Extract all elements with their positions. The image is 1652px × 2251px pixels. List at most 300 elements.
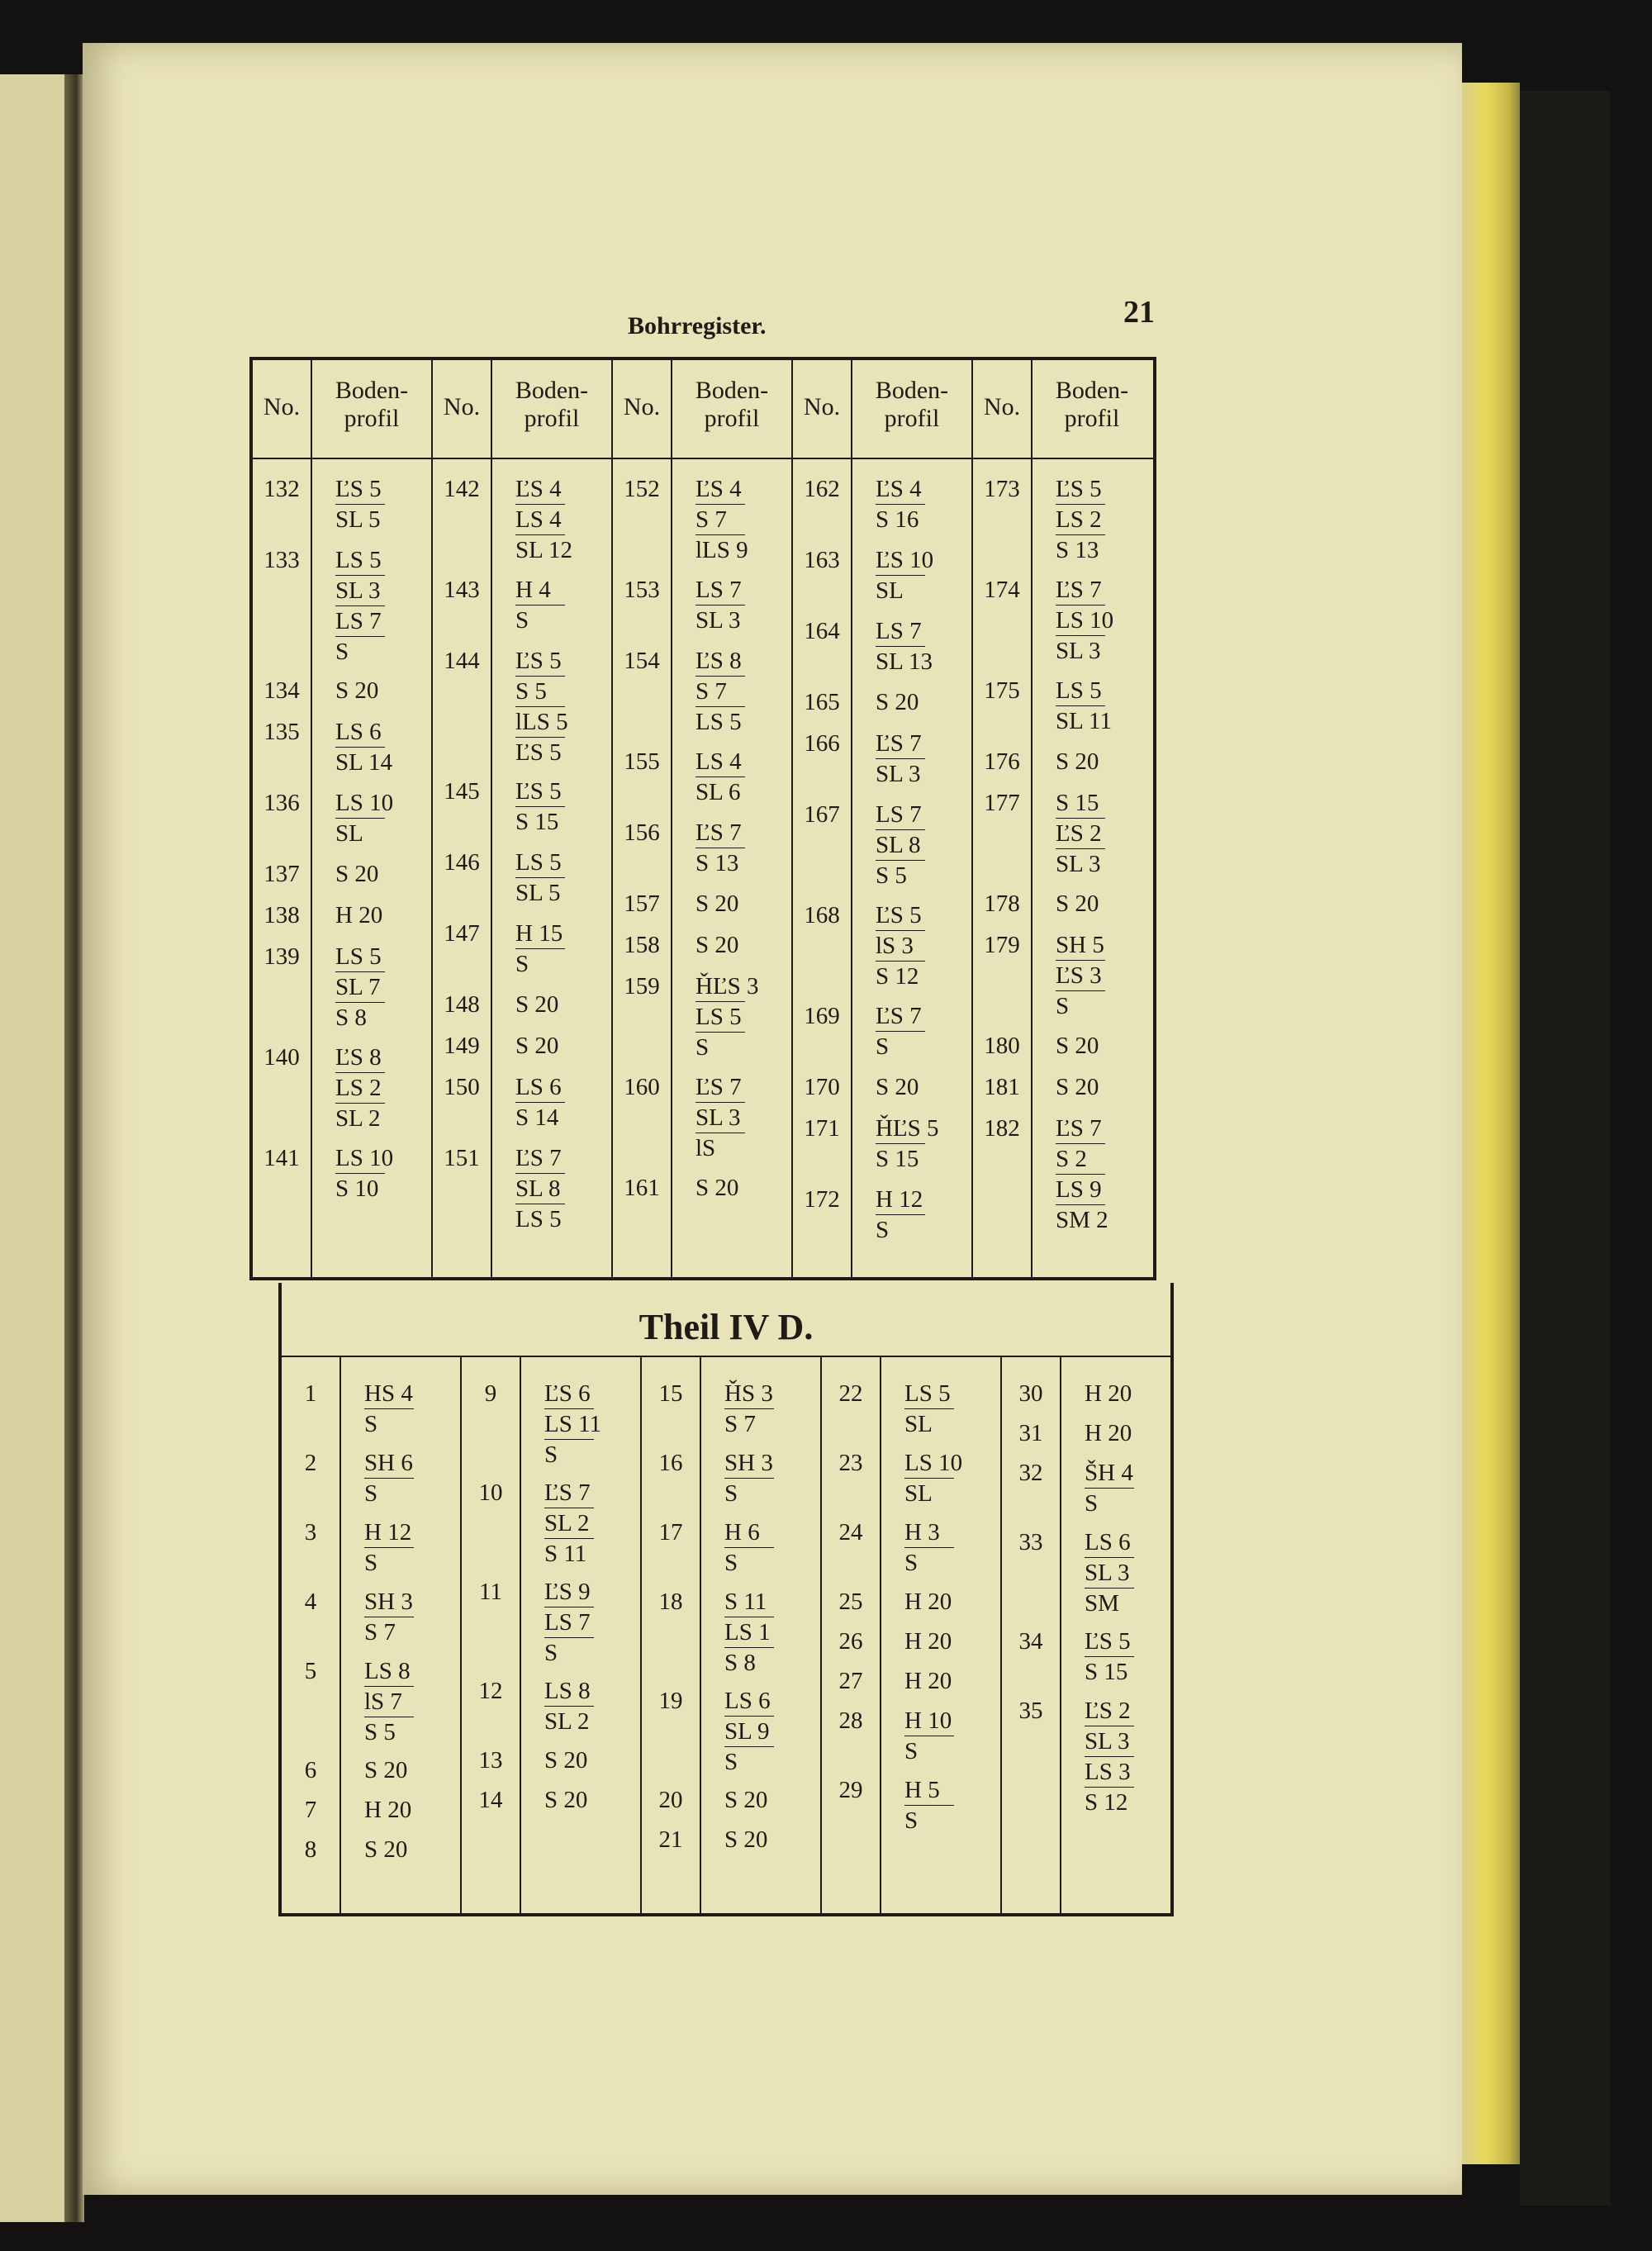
profile-layer: LS 5 [515, 1204, 565, 1234]
profile-layer: S [364, 1478, 414, 1508]
profile-layer: ȞĽS 3 [695, 973, 759, 1000]
number-divider [851, 360, 852, 1277]
profile-layer: SL 5 [515, 877, 565, 908]
profile-layer: S 20 [876, 1074, 919, 1100]
profile-layer: SL 3 [1056, 635, 1105, 666]
borehole-number: 28 [838, 1707, 863, 1734]
profile-layer: ĽS 2 [1056, 818, 1105, 848]
borehole-number: 3 [304, 1519, 317, 1546]
profile-layer: S 12 [876, 961, 925, 991]
borehole-number: 162 [804, 476, 840, 502]
soil-profile [1056, 788, 1171, 879]
borehole-number: 138 [263, 902, 300, 928]
number-divider [671, 360, 672, 1277]
profile-layer: SH 5 [1056, 932, 1104, 958]
borehole-number: 134 [263, 677, 300, 704]
borehole-number: 2 [304, 1450, 317, 1476]
profile-layer: SL 14 [335, 747, 385, 777]
soil-profile [1056, 1114, 1171, 1235]
soil-profile [876, 616, 991, 677]
soil-profile [1056, 1031, 1171, 1061]
borehole-number: 133 [263, 547, 300, 573]
borehole-number: 6 [304, 1757, 317, 1783]
borehole-number: 137 [263, 861, 300, 887]
borehole-number: 146 [444, 849, 480, 876]
profile-layer: ĽS 3 [1056, 960, 1105, 990]
borehole-number: 10 [478, 1479, 503, 1506]
borehole-number: 147 [444, 920, 480, 947]
profile-layer: H 12 [364, 1519, 412, 1546]
profile-layer: SL 2 [544, 1706, 594, 1736]
borehole-number: 182 [984, 1115, 1020, 1142]
borehole-number: 153 [624, 577, 660, 603]
profile-layer: S [364, 1547, 414, 1578]
profile-layer: SL 7 [335, 971, 385, 1002]
profile-layer: SL 8 [876, 829, 925, 860]
soil-profile [364, 1835, 480, 1864]
profile-layer: ĽS 2 [1085, 1698, 1131, 1724]
number-divider [491, 360, 492, 1277]
profile-layer: H 5 [904, 1777, 940, 1803]
borehole-number: 33 [1018, 1529, 1043, 1555]
borehole-number: 7 [304, 1797, 317, 1823]
profile-layer: S 20 [544, 1787, 588, 1813]
borehole-number: 21 [658, 1826, 683, 1853]
number-divider [700, 1357, 701, 1913]
soil-profile [876, 1185, 991, 1245]
borehole-number: 35 [1018, 1698, 1043, 1724]
profile-layer: S 20 [1056, 1033, 1099, 1059]
profile-layer: SL 3 [695, 605, 745, 635]
soil-profile [904, 1666, 1020, 1696]
profile-layer: SL 3 [1085, 1557, 1134, 1588]
borehole-number: 151 [444, 1145, 480, 1171]
soil-profile [1085, 1696, 1200, 1817]
borehole-number: 26 [838, 1628, 863, 1655]
profile-layer: ĽS 7 [1056, 577, 1102, 603]
profile-layer: H 20 [904, 1668, 952, 1694]
profile-layer: ĽS 6 [544, 1380, 591, 1407]
profile-layer: S [515, 605, 565, 635]
borehole-number: 11 [479, 1579, 502, 1605]
profile-layer: LS 7 [695, 577, 742, 603]
borehole-number: 5 [304, 1658, 317, 1684]
borehole-number: 25 [838, 1589, 863, 1615]
profile-layer: S 20 [724, 1826, 768, 1853]
soil-profile [1085, 1379, 1200, 1408]
profile-layer: SM [1085, 1588, 1134, 1618]
soil-profile [544, 1745, 660, 1775]
borehole-number: 154 [624, 648, 660, 674]
profile-layer: S 20 [1056, 890, 1099, 917]
borehole-number: 176 [984, 748, 1020, 775]
profile-layer: LS 8 [544, 1678, 591, 1704]
borehole-number: 12 [478, 1678, 503, 1704]
profile-layer: SL [904, 1478, 954, 1508]
borehole-number: 172 [804, 1186, 840, 1213]
profile-layer: S 15 [1085, 1656, 1134, 1687]
borehole-number: 177 [984, 790, 1020, 816]
borehole-number: 143 [444, 577, 480, 603]
profile-layer: S [724, 1746, 774, 1777]
profile-layer: S 11 [544, 1538, 594, 1569]
profile-layer: ĽS 5 [515, 648, 562, 674]
profile-layer: LS 5 [695, 706, 745, 737]
profile-layer: S 20 [515, 991, 559, 1018]
profile-layer: ĽS 8 [335, 1044, 382, 1071]
soil-profile [1056, 575, 1171, 666]
profile-layer: LS 5 [904, 1380, 951, 1407]
profile-layer: SL 3 [1056, 848, 1105, 879]
profile-layer: H 20 [904, 1628, 952, 1655]
borehole-number: 1 [304, 1380, 317, 1407]
borehole-number: 173 [984, 476, 1020, 502]
borehole-number: 9 [484, 1380, 497, 1407]
profile-layer: ĽS 5 [515, 737, 565, 767]
soil-profile [1056, 889, 1171, 919]
profile-layer: LS 10 [1056, 605, 1105, 635]
borehole-number: 13 [478, 1747, 503, 1774]
profile-layer: ĽS 7 [695, 819, 742, 846]
borehole-number: 17 [658, 1519, 683, 1546]
profile-layer: S 20 [515, 1033, 559, 1059]
profile-layer: S 20 [335, 861, 379, 887]
book-cover [1520, 91, 1611, 2206]
profile-layer: SL [335, 818, 385, 848]
borehole-number: 32 [1018, 1460, 1043, 1486]
borehole-number: 27 [838, 1668, 863, 1694]
borehole-number: 19 [658, 1688, 683, 1714]
borehole-number: 22 [838, 1380, 863, 1407]
soil-profile [724, 1825, 840, 1854]
profile-layer: S [904, 1805, 954, 1835]
borehole-number: 149 [444, 1033, 480, 1059]
profile-layer: LS 5 [695, 1001, 745, 1032]
profile-layer: ĽS 5 [1056, 476, 1102, 502]
profile-layer: S 7 [724, 1408, 774, 1439]
profile-layer: ĽS 5 [335, 476, 382, 502]
header-no: No. [803, 393, 841, 420]
profile-layer: SL [876, 575, 925, 605]
soil-profile [335, 676, 451, 705]
running-head: Bohrregister. [628, 312, 767, 340]
profile-layer: S 7 [695, 676, 745, 706]
profile-layer: S [724, 1478, 774, 1508]
profile-layer: S 15 [876, 1143, 925, 1174]
profile-layer: S [724, 1547, 774, 1578]
borehole-number: 141 [263, 1145, 300, 1171]
profile-layer: SL 3 [335, 575, 385, 605]
borehole-number: 166 [804, 730, 840, 757]
profile-layer: HS 4 [364, 1380, 413, 1407]
profile-layer: S 2 [1056, 1143, 1105, 1174]
profile-layer: SH 3 [724, 1450, 773, 1476]
profile-layer: S 12 [1085, 1787, 1134, 1817]
borehole-number: 139 [263, 943, 300, 970]
soil-profile [904, 1587, 1020, 1617]
profile-layer: LS 5 [515, 849, 562, 876]
profile-layer: LS 7 [876, 618, 922, 644]
borehole-number: 34 [1018, 1628, 1043, 1655]
borehole-number: 160 [624, 1074, 660, 1100]
profile-layer: LS 6 [515, 1074, 562, 1100]
borehole-number: 8 [304, 1836, 317, 1863]
profile-layer: ĽS 4 [695, 476, 742, 502]
profile-layer: SL 6 [695, 776, 745, 807]
profile-layer: LS 6 [724, 1688, 771, 1714]
profile-layer: ĽS 7 [1056, 1115, 1102, 1142]
header-bodenprofil: Boden- profil [515, 377, 589, 432]
borehole-number: 142 [444, 476, 480, 502]
profile-layer: LS 6 [1085, 1529, 1131, 1555]
profile-layer: SL 5 [335, 504, 385, 534]
profile-layer: S 20 [544, 1747, 588, 1774]
profile-layer: ȞĽS 5 [876, 1115, 939, 1142]
profile-layer: SL 8 [515, 1173, 565, 1204]
profile-layer: ĽS 7 [515, 1145, 562, 1171]
profile-layer: S 20 [695, 932, 739, 958]
borehole-number: 135 [263, 719, 300, 745]
number-divider [311, 360, 312, 1277]
profile-layer: LS 4 [515, 504, 565, 534]
borehole-number: 16 [658, 1450, 683, 1476]
profile-layer: H 12 [876, 1186, 923, 1213]
borehole-number: 180 [984, 1033, 1020, 1059]
profile-layer: S 20 [364, 1757, 408, 1783]
borehole-number: 156 [624, 819, 660, 846]
profile-layer: S 5 [364, 1717, 414, 1747]
profile-layer: LS 7 [335, 605, 385, 636]
borehole-number: 165 [804, 689, 840, 715]
profile-layer: S [544, 1439, 594, 1470]
profile-layer: LS 10 [335, 1145, 394, 1171]
profile-layer: SL 12 [515, 534, 565, 565]
part-title: Theil IV D. [638, 1307, 814, 1347]
profile-layer: ĽS 8 [695, 648, 742, 674]
profile-layer: S 20 [695, 890, 739, 917]
profile-layer: H 6 [724, 1519, 760, 1546]
borehole-number: 167 [804, 801, 840, 828]
soil-profile [1085, 1458, 1200, 1518]
borehole-number: 169 [804, 1003, 840, 1029]
header-no: No. [263, 393, 301, 420]
profile-layer: LS 5 [335, 943, 382, 970]
profile-layer: LS 7 [544, 1607, 594, 1637]
header-no: No. [443, 393, 481, 420]
profile-layer: ȞS 3 [724, 1380, 773, 1407]
profile-layer: S [364, 1408, 414, 1439]
profile-layer: ĽS 10 [876, 547, 934, 573]
soil-profile [1056, 676, 1171, 736]
borehole-number: 31 [1018, 1420, 1043, 1446]
borehole-number: 144 [444, 648, 480, 674]
profile-layer: S 14 [515, 1102, 565, 1133]
soil-profile [1056, 474, 1171, 565]
profile-layer: lLS 5 [515, 706, 565, 737]
profile-layer: S [695, 1032, 745, 1062]
profile-layer: S 10 [335, 1173, 385, 1204]
soil-profile [1056, 747, 1171, 776]
profile-layer: S 20 [364, 1836, 408, 1863]
profile-layer: SH 6 [364, 1450, 413, 1476]
profile-layer: ĽS 7 [876, 1003, 922, 1029]
left-page-edge [0, 74, 73, 2222]
number-divider [1031, 360, 1032, 1277]
soil-profile [1085, 1418, 1200, 1448]
profile-layer: S 7 [695, 504, 745, 534]
profile-layer: S 13 [1056, 534, 1105, 565]
profile-layer: ĽS 5 [515, 778, 562, 805]
soil-profile [1056, 930, 1171, 1021]
borehole-number: 18 [658, 1589, 683, 1615]
profile-layer: S 11 [724, 1589, 767, 1615]
number-divider [1060, 1357, 1061, 1913]
borehole-number: 132 [263, 476, 300, 502]
profile-layer: SM 2 [1056, 1204, 1105, 1235]
profile-layer: LS 5 [335, 547, 382, 573]
borehole-number: 170 [804, 1074, 840, 1100]
profile-layer: LS 3 [1085, 1756, 1134, 1787]
header-no: No. [623, 393, 661, 420]
profile-layer: SL [904, 1408, 954, 1439]
profile-layer: S [515, 948, 565, 979]
borehole-number: 164 [804, 618, 840, 644]
borehole-number: 161 [624, 1175, 660, 1201]
borehole-number: 14 [478, 1787, 503, 1813]
profile-layer: ŠH 4 [1085, 1460, 1133, 1486]
profile-layer: S 15 [515, 806, 565, 837]
profile-layer: LS 5 [1056, 677, 1102, 704]
profile-layer: S [544, 1637, 594, 1668]
profile-layer: S 16 [876, 504, 925, 534]
header-bodenprofil: Boden- profil [875, 377, 949, 432]
borehole-number: 152 [624, 476, 660, 502]
borehole-number: 181 [984, 1074, 1020, 1100]
borehole-register-table [249, 357, 1156, 1280]
profile-layer: LS 8 [364, 1658, 411, 1684]
profile-layer: H 20 [1085, 1420, 1132, 1446]
borehole-number: 15 [658, 1380, 683, 1407]
soil-profile [1085, 1627, 1200, 1687]
number-divider [339, 1357, 341, 1913]
profile-layer: ĽS 7 [544, 1479, 591, 1506]
borehole-number: 23 [838, 1450, 863, 1476]
borehole-number: 163 [804, 547, 840, 573]
part-iv-d-table [278, 1283, 1174, 1916]
profile-layer: S 20 [335, 677, 379, 704]
profile-layer: S 13 [695, 848, 745, 878]
profile-layer: LS 10 [335, 790, 394, 816]
borehole-number: 30 [1018, 1380, 1043, 1407]
profile-layer: ĽS 5 [1085, 1628, 1131, 1655]
profile-layer: S [876, 1031, 925, 1061]
profile-layer: S [876, 1214, 925, 1245]
profile-layer: H 20 [904, 1589, 952, 1615]
profile-layer: ĽS 9 [544, 1579, 591, 1605]
soil-profile [364, 1517, 480, 1578]
profile-layer: H 15 [515, 920, 563, 947]
profile-layer: LS 7 [876, 801, 922, 828]
profile-layer: S 5 [515, 676, 565, 706]
profile-layer: H 20 [364, 1797, 412, 1823]
borehole-number: 150 [444, 1074, 480, 1100]
soil-profile [1056, 1072, 1171, 1102]
profile-layer: LS 6 [335, 719, 382, 745]
profile-layer: S 20 [695, 1175, 739, 1201]
profile-layer: SL 3 [876, 758, 925, 789]
profile-layer: S 8 [335, 1002, 385, 1033]
soil-profile [335, 717, 451, 777]
profile-layer: S 20 [876, 689, 919, 715]
profile-layer: lLS 9 [695, 534, 745, 565]
header-bodenprofil: Boden- profil [335, 377, 409, 432]
page-edges [1462, 83, 1520, 2164]
header-no: No. [983, 393, 1021, 420]
profile-layer: H 4 [515, 577, 551, 603]
profile-layer: S 20 [1056, 1074, 1099, 1100]
borehole-number: 171 [804, 1115, 840, 1142]
profile-layer: S [904, 1736, 954, 1766]
book-gutter [64, 74, 84, 2222]
soil-profile [515, 1031, 631, 1061]
profile-layer: ĽS 4 [876, 476, 922, 502]
profile-layer: ĽS 7 [695, 1074, 742, 1100]
borehole-number: 155 [624, 748, 660, 775]
header-bodenprofil: Boden- profil [695, 377, 769, 432]
borehole-number: 24 [838, 1519, 863, 1546]
borehole-number: 4 [304, 1589, 317, 1615]
soil-profile [1085, 1527, 1200, 1618]
header-rule [253, 458, 1153, 459]
profile-layer: S 8 [724, 1647, 774, 1678]
profile-layer: S 7 [364, 1617, 414, 1647]
profile-layer: lS [695, 1133, 745, 1163]
profile-layer: LS 4 [695, 748, 742, 775]
borehole-number: 29 [838, 1777, 863, 1803]
page-number: 21 [1123, 295, 1155, 330]
borehole-number: 175 [984, 677, 1020, 704]
profile-layer: H 20 [1085, 1380, 1132, 1407]
borehole-number: 20 [658, 1787, 683, 1813]
borehole-number: 168 [804, 902, 840, 928]
profile-layer: LS 2 [1056, 504, 1105, 534]
borehole-number: 179 [984, 932, 1020, 958]
borehole-number: 136 [263, 790, 300, 816]
borehole-number: 174 [984, 577, 1020, 603]
profile-layer: SL 2 [335, 1103, 385, 1133]
borehole-number: 140 [263, 1044, 300, 1071]
profile-layer: lS 3 [876, 930, 925, 961]
profile-layer: ĽS 5 [876, 902, 922, 928]
profile-layer: S 20 [724, 1787, 768, 1813]
profile-layer: SL 2 [544, 1508, 594, 1538]
profile-layer: SL 9 [724, 1716, 774, 1746]
borehole-number: 157 [624, 890, 660, 917]
borehole-number: 158 [624, 932, 660, 958]
header-bodenprofil: Boden- profil [1055, 377, 1129, 432]
profile-layer: SL 3 [1085, 1726, 1134, 1756]
profile-layer: S 5 [876, 860, 925, 890]
profile-layer: ĽS 4 [515, 476, 562, 502]
profile-layer: LS 11 [544, 1408, 594, 1439]
profile-layer: SL 11 [1056, 705, 1105, 736]
profile-layer: LS 2 [335, 1072, 385, 1103]
number-divider [520, 1357, 521, 1913]
profile-layer: LS 1 [724, 1617, 774, 1647]
profile-layer: S [1085, 1488, 1134, 1518]
profile-layer: H 20 [335, 902, 383, 928]
profile-layer: SL 13 [876, 646, 925, 677]
